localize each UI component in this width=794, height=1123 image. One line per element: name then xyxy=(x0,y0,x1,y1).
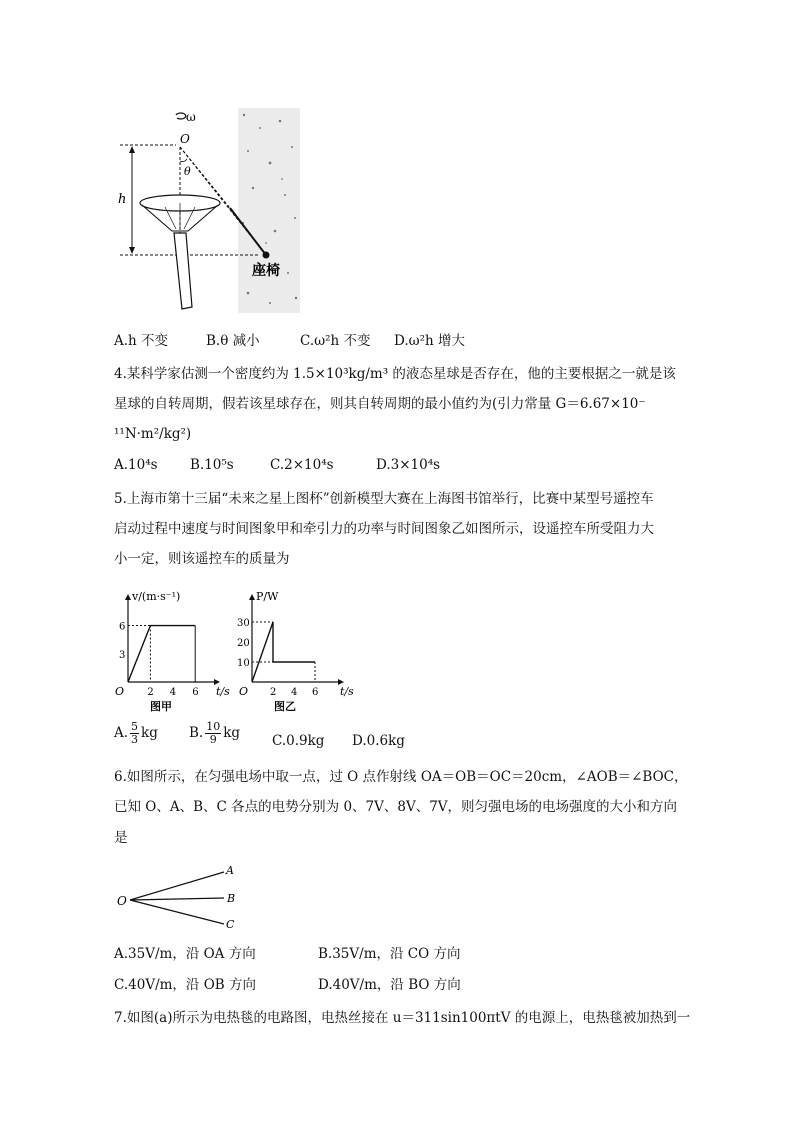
y-tick-label: 3 xyxy=(119,649,126,661)
q7-stem-line1: 7.如图(a)所示为电热毯的电路图，电热丝接在 u＝311sin100πtV 的电源上，电热毯被加热到一 xyxy=(114,1010,691,1026)
y-tick-label: 10 xyxy=(237,658,250,669)
y-axis-arrow-icon xyxy=(125,594,131,600)
q5-option-b[interactable] xyxy=(189,721,240,746)
q5-stem-line3: 小一定，则该遥控车的质量为 xyxy=(114,551,290,567)
q5-stem-line2: 启动过程中速度与时间图象甲和牵引力的功率与时间图象乙如图所示，设遥控车所受阻力大 xyxy=(114,521,654,537)
origin-label: O xyxy=(239,685,249,698)
h-arrow-top-icon xyxy=(129,146,135,153)
chart-caption: 图甲 xyxy=(150,700,172,713)
omega-label: ω xyxy=(186,110,196,124)
x-tick-label: 2 xyxy=(147,687,154,698)
data-series-line xyxy=(128,626,195,682)
q4-stem-line3: ¹¹N·m²/kg²) xyxy=(114,426,192,442)
q4-option-a[interactable]: A.10⁴s xyxy=(114,457,158,473)
ray-oc xyxy=(130,900,224,924)
rotating-chair-figure xyxy=(110,103,310,321)
origin-label: O xyxy=(115,685,125,698)
q4-option-c[interactable]: C.2×10⁴s xyxy=(270,457,334,473)
q4-option-d[interactable]: D.3×10⁴s xyxy=(376,457,441,473)
q5-option-a-unit: kg xyxy=(141,725,158,741)
q6-option-c[interactable]: C.40V/m，沿 OB 方向 xyxy=(114,977,256,993)
q5-option-b-num: 10 xyxy=(206,720,221,733)
ray-oa xyxy=(130,872,224,900)
q5-option-a-num: 5 xyxy=(131,720,139,733)
q6-stem-line1: 6.如图所示，在匀强电场中取一点，过 O 点作射线 OA＝OB＝OC＝20cm，∠AOB＝∠BOC， xyxy=(114,769,688,785)
y-axis-label: P/W xyxy=(256,590,279,603)
h-arrow-bottom-icon xyxy=(129,247,135,254)
rotation-arrow-icon xyxy=(176,113,186,119)
q5-option-a[interactable] xyxy=(114,721,158,746)
q5-option-a-prefix: A. xyxy=(114,725,129,741)
q5-option-b-prefix: B. xyxy=(189,725,204,741)
wall-texture xyxy=(238,108,300,313)
x-axis-label: t/s xyxy=(216,685,230,698)
chart-caption: 图乙 xyxy=(274,700,296,713)
q6-option-b[interactable]: B.35V/m，沿 CO 方向 xyxy=(318,946,461,962)
ray-ob xyxy=(130,898,224,900)
rays-figure xyxy=(112,860,252,932)
seat-point xyxy=(263,252,270,259)
q3-option-a[interactable]: A.h 不变 xyxy=(114,333,169,349)
q6-stem-line2: 已知 O、A、B、C 各点的电势分别为 0、7V、8V、7V，则匀强电场的电场强度的大小和方向 xyxy=(114,799,678,815)
seat-label: 座椅 xyxy=(252,263,280,279)
q6-stem-line3: 是 xyxy=(114,830,128,846)
q5-option-d[interactable]: D.0.6kg xyxy=(352,733,405,749)
x-tick-label: 6 xyxy=(312,687,319,698)
q6-option-a[interactable]: A.35V/m，沿 OA 方向 xyxy=(114,946,256,962)
power-time-chart xyxy=(236,584,354,714)
q5-stem-line1: 5.上海市第十三届“未来之星上图杯”创新模型大赛在上海图书馆举行，比赛中某型号遥控车 xyxy=(114,491,654,507)
y-axis-arrow-icon xyxy=(249,594,255,600)
q4-option-b[interactable]: B.10⁵s xyxy=(190,457,234,473)
data-series-line xyxy=(252,622,315,682)
velocity-time-chart xyxy=(112,584,230,714)
x-tick-label: 2 xyxy=(270,687,277,698)
point-b-label: B xyxy=(227,892,236,905)
h-label: h xyxy=(118,192,127,207)
point-a-label: A xyxy=(226,864,234,877)
point-o-label: O xyxy=(180,132,190,146)
theta-label: θ xyxy=(184,165,191,178)
q6-option-d[interactable]: D.40V/m，沿 BO 方向 xyxy=(318,977,461,993)
point-c-label: C xyxy=(226,918,235,931)
q5-option-a-den: 3 xyxy=(131,733,139,746)
q5-option-b-den: 9 xyxy=(209,733,217,746)
x-tick-label: 6 xyxy=(192,687,199,698)
x-tick-label: 4 xyxy=(291,687,298,698)
q3-option-d[interactable]: D.ω²h 增大 xyxy=(394,333,466,349)
q5-option-a-fraction xyxy=(130,721,139,746)
q3-option-c[interactable]: C.ω²h 不变 xyxy=(300,333,371,349)
q4-stem-line1: 4.某科学家估测一个密度约为 1.5×10³kg/m³ 的液态星球是否存在，他的主要根据之一就是该 xyxy=(114,366,676,382)
y-tick-label: 6 xyxy=(119,621,126,633)
support-pole xyxy=(174,233,192,309)
y-tick-label: 30 xyxy=(237,618,250,629)
point-o-label: O xyxy=(117,894,127,908)
x-tick-label: 4 xyxy=(169,687,177,698)
q4-stem-line2: 星球的自转周期，假若该星球存在，则其自转周期的最小值约为(引力常量 G＝6.67×10⁻ xyxy=(114,396,646,412)
q5-option-b-fraction xyxy=(205,721,221,746)
q5-option-b-unit: kg xyxy=(223,725,241,741)
q3-option-b[interactable]: B.θ 减小 xyxy=(206,333,260,349)
x-axis-label: t/s xyxy=(340,685,354,698)
q5-option-c[interactable]: C.0.9kg xyxy=(272,733,325,749)
y-axis-label: v/(m·s⁻¹) xyxy=(132,590,181,603)
y-tick-label: 20 xyxy=(237,638,250,649)
